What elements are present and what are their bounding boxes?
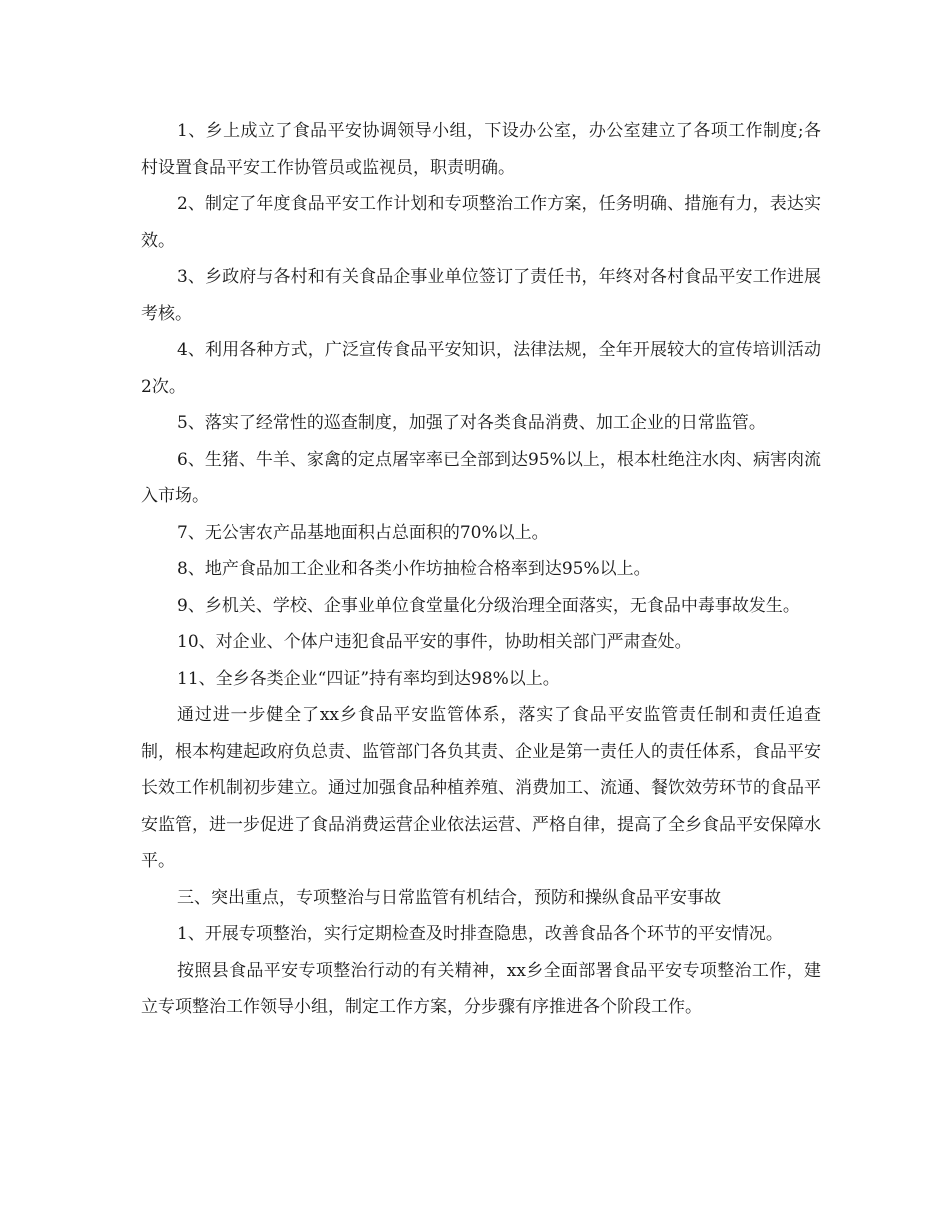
paragraph-item-4: 4、利用各种方式，广泛宣传食品平安知识，法律法规，全年开展较大的宣传培训活动2次。	[141, 340, 821, 397]
paragraph-item-8: 8、地产食品加工企业和各类小作坊抽检合格率到达95%以上。	[177, 559, 651, 579]
paragraph-item-5: 5、落实了经常性的巡查制度，加强了对各类食品消费、加工企业的日常监管。	[177, 413, 766, 433]
document-body	[141, 113, 821, 1026]
paragraph-item-9: 9、乡机关、学校、企事业单位食堂量化分级治理全面落实，无食品中毒事故发生。	[177, 595, 800, 616]
paragraph-item-6: 6、生猪、牛羊、家禽的定点屠宰率已全部到达95%以上，根本杜绝注水肉、病害肉流入市场。	[141, 449, 821, 506]
subsection-item-1: 1、开展专项整治，实行定期检查及时排查隐患，改善食品各个环节的平安情况。	[177, 924, 783, 944]
paragraph-item-11: 11、全乡各类企业“四证”持有率均到达98%以上。	[177, 668, 560, 689]
paragraph-item-7: 7、无公害农产品基地面积占总面积的70%以上。	[177, 522, 549, 543]
paragraph-item-2: 2、制定了年度食品平安工作计划和专项整治工作方案，任务明确、措施有力，表达实效。	[141, 194, 821, 251]
paragraph-item-3: 3、乡政府与各村和有关食品企事业单位签订了责任书，年终对各村食品平安工作进展考核。	[141, 267, 821, 324]
section-heading: 三、突出重点，专项整治与日常监管有机结合，预防和操纵食品平安事故	[177, 887, 721, 908]
paragraph-item-1: 1、乡上成立了食品平安协调领导小组，下设办公室，办公室建立了各项工作制度;各村设置食品平安工作协管员或监视员，职责明确。	[141, 121, 821, 178]
summary-paragraph: 通过进一步健全了xx乡食品平安监管体系，落实了食品平安监管责任制和责任追查制，根本构建起政府负总责、监管部门各负其责、企业是第一责任人的责任体系，食品平安长效工作机制初步建立。通过加强食品种植养殖、消费加工、流通、餐饮效劳环节的食品平安监管，进一步促进了食品消费运营企业依法运营、严格自律，提高了全乡食品平安保障水平。	[141, 705, 821, 871]
paragraph-item-10: 10、对企业、个体户违犯食品平安的事件，协助相关部门严肃查处。	[177, 632, 692, 652]
closing-paragraph: 按照县食品平安专项整治行动的有关精神，xx乡全面部署食品平安专项整治工作，建立专项整治工作领导小组，制定工作方案，分步骤有序推进各个阶段工作。	[141, 960, 821, 1017]
